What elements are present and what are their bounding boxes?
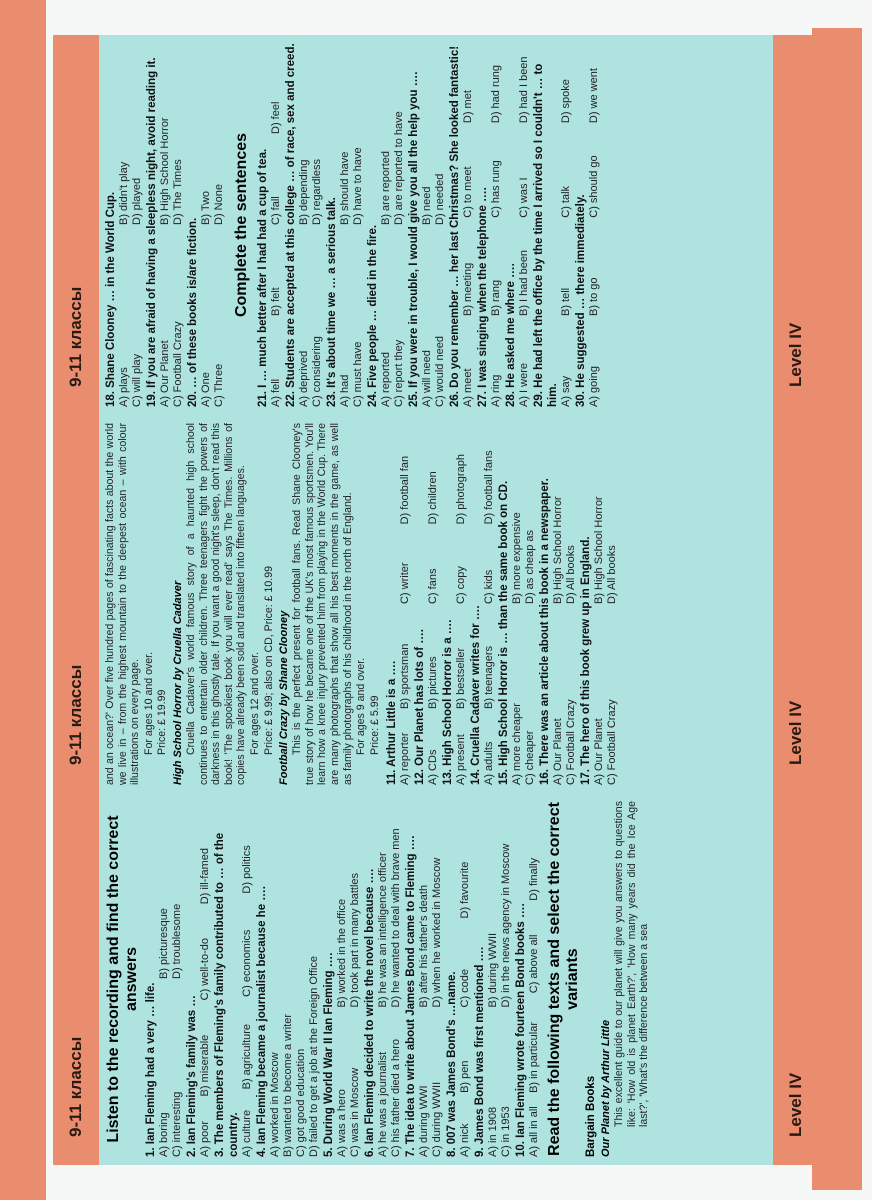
answers-row	[421, 43, 434, 407]
question-11: 11. Arthur Little is a ….	[386, 660, 399, 785]
column-one-footer: Level IV	[773, 793, 819, 1165]
question-15: 15. High School Horror is … than the same book on CD.	[498, 480, 511, 785]
column-two	[53, 415, 819, 793]
answer[interactable]: D) football fan	[399, 455, 412, 525]
question-16: 16. There was an article about this book in a newspaper.	[539, 478, 552, 785]
answers-row	[311, 43, 324, 407]
answers-row	[380, 43, 393, 407]
answers-row	[427, 423, 440, 785]
question-1: 1. Ian Fleming had a very … life.	[145, 982, 157, 1157]
column-one-header: 9-11 классы	[53, 793, 99, 1165]
answer[interactable]: B) to go	[588, 277, 600, 316]
question-2: 2. Ian Fleming's family was …	[186, 995, 198, 1157]
answers-row	[200, 43, 213, 407]
answers-row	[431, 801, 444, 1157]
question-22: 22. Students are accepted at this college … of race, sex and creed.	[285, 43, 297, 407]
answer[interactable]: A) all in all	[528, 1106, 540, 1157]
answers-row	[462, 43, 475, 407]
book-description: and an ocean?' Over five hundred pages of fascinating facts about the world we live in – from the highest mountain to the deepest ocean – with colour illustrations on every page.	[104, 423, 142, 785]
answer[interactable]: A) during WWI	[418, 1085, 430, 1157]
answer[interactable]: D) children	[427, 471, 440, 525]
answers-row	[352, 43, 365, 407]
answer[interactable]: B) bestseller	[455, 647, 468, 709]
question-9: 9. James Bond was first mentioned ….	[474, 946, 486, 1157]
answer[interactable]: C) above all	[528, 934, 540, 994]
answers-row	[199, 801, 212, 1157]
answer[interactable]: D) had I been	[518, 56, 530, 124]
answer[interactable]: C) has rung	[490, 160, 502, 218]
answers-row	[377, 801, 390, 1157]
answer[interactable]: C) during WWII	[431, 1081, 443, 1157]
answers-row	[171, 801, 184, 1157]
answer[interactable]: A) nick	[459, 1123, 471, 1157]
book-description: Cruella Cadaver's world famous story of a haunted high school continues to entertain older children. Three teenagers fight the powers of darkness in this ghostly tale. If you want a good night's sleep, don't read this book! 'The spookiest book you will ever read' says The Times. Millions of copies have already been sold and translated into fifteen languages.	[184, 423, 248, 785]
answer[interactable]: D) had rung	[490, 65, 502, 124]
answers-row	[560, 43, 573, 407]
answers-row	[593, 423, 606, 785]
answer[interactable]: C) will play	[131, 353, 143, 407]
answer[interactable]: B) worked in the office	[336, 898, 348, 1008]
answer[interactable]: C) fans	[427, 568, 440, 605]
book-price: Price: £ 5.99	[368, 695, 381, 755]
answer[interactable]: C) Football Crazy	[606, 699, 619, 785]
answer[interactable]: B) in particular	[528, 1022, 540, 1093]
book-title: Football Crazy by Shane Clooney	[278, 610, 291, 785]
answer[interactable]: C) got good education	[295, 1048, 307, 1157]
answer[interactable]: A) culture	[241, 1109, 253, 1157]
answer[interactable]: D) spoke	[560, 79, 572, 124]
answer[interactable]: B) after his father's death	[418, 884, 430, 1008]
answer[interactable]: C) should go	[588, 155, 600, 218]
question-6: 6. Ian Fleming decided to write the novel because ….	[364, 868, 376, 1157]
answer[interactable]: D) he wanted to deal with brave men	[390, 828, 402, 1008]
answer[interactable]: A) One	[200, 372, 212, 407]
answers-row	[241, 801, 254, 1157]
question-20: 20. … of these books is/are fiction.	[187, 217, 199, 407]
answer[interactable]: B) should have	[339, 151, 351, 225]
answer[interactable]: B) teenagers	[483, 646, 496, 709]
answer[interactable]: D) None	[213, 184, 225, 225]
answer[interactable]: A) CDs	[427, 749, 440, 785]
answers-row	[528, 801, 541, 1157]
answer[interactable]: A) ring	[490, 374, 502, 407]
answer[interactable]: A) reporter	[399, 732, 412, 785]
answer[interactable]: A) worked in Moscow	[269, 1052, 281, 1157]
question-21: 21. I … much better after I had had a cup of tea.	[257, 148, 269, 407]
question-27: 27. I was singing when the telephone ….	[477, 187, 489, 407]
answers-row	[270, 43, 283, 407]
answer[interactable]: B) depending	[298, 159, 310, 225]
answers-row	[500, 801, 513, 1157]
answers-row	[434, 43, 447, 407]
answer[interactable]: A) boring	[158, 1112, 170, 1157]
answer[interactable]: D) The Times	[172, 159, 184, 225]
answer[interactable]: A) Our Planet	[593, 718, 606, 785]
answer[interactable]: B) High School Horror	[593, 496, 606, 604]
answer[interactable]: D) as cheap as	[524, 530, 537, 604]
left-border-strip	[0, 0, 46, 1200]
book-description: This is the perfect present for football fans. Read Shane Clooney's true story of how he became one of the UK's most famous sportsmen. You'll learn how a knee injury prevented him from playing in the World Cup. There are many photographs that show all his best moments in the game, as well as family photographs of his childhood in the north of England.	[291, 423, 354, 785]
answer[interactable]: D) failed to get a job at the Foreign Office	[308, 956, 320, 1157]
answer[interactable]: A) plays	[118, 367, 130, 407]
column-three	[53, 35, 819, 415]
answers-row	[349, 801, 362, 1157]
answer[interactable]: B) meeting	[462, 262, 474, 316]
answer[interactable]: C) Football Crazy	[565, 699, 578, 785]
answer[interactable]: A) meet	[462, 368, 474, 407]
question-10: 10. Ian Fleming wrote fourteen Bond books ….	[515, 903, 527, 1157]
answer[interactable]: C) kids	[483, 569, 496, 605]
column-three-header: 9-11 классы	[53, 35, 99, 415]
answers-row	[118, 43, 131, 407]
answers-row	[399, 423, 412, 785]
question-29: 29. He had left the office by the time I arrived so I couldn't … to him.	[533, 63, 559, 407]
grammar-title: Complete the sentences	[233, 132, 250, 318]
question-12: 12. Our Planet has lots of ….	[414, 629, 427, 785]
answer[interactable]: D) when he worked in Moscow	[431, 857, 443, 1008]
answer[interactable]: D) football fans	[483, 450, 496, 525]
answer[interactable]: A) he was a journalist	[377, 1051, 389, 1157]
question-3: 3. The members of Fleming's family contributed to … of the country.	[214, 832, 240, 1157]
question-17: 17. The hero of this book grew up in England.	[580, 536, 593, 785]
answer[interactable]: B) agriculture	[241, 1023, 253, 1090]
answer[interactable]: B) during WWII	[487, 932, 499, 1008]
answers-row	[518, 43, 531, 407]
book-age: For ages 9 and over.	[355, 657, 368, 755]
column-one	[53, 793, 819, 1165]
answer[interactable]: B) sportsman	[399, 643, 412, 709]
answers-row	[159, 43, 172, 407]
answers-row	[606, 423, 619, 785]
answer[interactable]: A) more cheaper	[511, 703, 524, 785]
answer[interactable]: D) ill-famed	[199, 848, 211, 905]
answer[interactable]: C) would need	[434, 336, 446, 407]
answer[interactable]: C) well-to-do	[199, 938, 211, 1001]
answer[interactable]: A) had	[339, 374, 351, 407]
answers-row	[418, 801, 431, 1157]
answer[interactable]: D) All books	[565, 545, 578, 604]
answer[interactable]: C) his father died a hero	[390, 1038, 402, 1157]
answer[interactable]: C) in 1953	[500, 1106, 512, 1157]
answer[interactable]: D) met	[462, 90, 474, 124]
answer[interactable]: D) needed	[434, 173, 446, 225]
answer[interactable]: B) pictures	[427, 656, 440, 709]
answers-row	[459, 801, 472, 1157]
reading-title: Read the following texts and select the correct variants	[546, 802, 581, 1156]
answer[interactable]: C) considering	[311, 336, 323, 407]
column-two-body	[99, 415, 773, 793]
answer[interactable]: C) was I	[518, 177, 530, 218]
answer[interactable]: C) fall	[270, 196, 282, 225]
answers-row	[490, 43, 503, 407]
answer[interactable]: A) fell	[270, 378, 282, 407]
book-description: This excellent guide to our planet will give you answers to questions like: 'How old is planet Earth?', 'How many years did the Ice Age last?', 'What's the difference between a sea	[613, 801, 651, 1127]
question-19: 19. If you are afraid of having a sleepless night, avoid reading it.	[146, 57, 158, 407]
rotated-sheet	[53, 35, 819, 1165]
answer[interactable]: B) need	[421, 186, 433, 225]
question-23: 23. It's about time we … a serious talk.	[326, 197, 338, 407]
listening-title: Listen to the recording and find the correct answers	[105, 815, 140, 1143]
answers-row	[336, 801, 349, 1157]
answer[interactable]: C) to meet	[462, 166, 474, 218]
answer[interactable]: C) talk	[560, 185, 572, 218]
answer[interactable]: B) picturesque	[158, 908, 170, 979]
answer[interactable]: B) rang	[490, 279, 502, 316]
answer[interactable]: D) regardless	[311, 158, 323, 225]
answer[interactable]: C) report they	[393, 339, 405, 407]
column-three-footer: Level IV	[773, 35, 819, 415]
answer[interactable]: D) finally	[528, 857, 540, 901]
answer[interactable]: B) are reported	[380, 151, 392, 225]
answer[interactable]: B) pen	[459, 1060, 471, 1093]
answer[interactable]: B) I had been	[518, 249, 530, 316]
column-one-body	[99, 793, 773, 1165]
answer[interactable]: D) photograph	[455, 454, 468, 525]
answer[interactable]: B) didn't play	[118, 161, 130, 225]
answer[interactable]: B) more expensive	[511, 512, 524, 604]
right-border-strip	[812, 28, 862, 1190]
answers-row	[339, 43, 352, 407]
answers-row	[393, 43, 406, 407]
book-price: Price: £ 9.99; also on CD, Price: £ 10.99	[262, 565, 275, 755]
question-5: 5. During World War II Ian Fleming ….	[323, 952, 335, 1157]
book-title: Our Planet by Arthur Little	[600, 1019, 612, 1157]
answer[interactable]: D) feel	[270, 101, 282, 134]
answers-row	[511, 423, 524, 785]
answer[interactable]: C) Three	[213, 363, 225, 407]
question-24: 24. Five people … died in the fire.	[367, 224, 379, 407]
answer[interactable]: A) in 1908	[487, 1106, 499, 1157]
answer[interactable]: A) adults	[483, 741, 496, 785]
column-two-header: 9-11 классы	[53, 415, 99, 793]
answer[interactable]: A) poor	[199, 1120, 211, 1157]
answer[interactable]: C) economics	[241, 929, 253, 997]
answer[interactable]: A) reported	[380, 351, 392, 407]
question-30: 30. He suggested … there immediately.	[575, 194, 587, 407]
answer[interactable]: D) are reported to have	[393, 111, 405, 225]
answer[interactable]: B) High School Horror	[552, 496, 565, 604]
answers-row	[158, 801, 171, 1157]
column-two-footer: Level IV	[773, 415, 819, 793]
answer[interactable]: C) cheaper	[524, 730, 537, 785]
column-three-body	[99, 35, 773, 415]
answer[interactable]: D) troublesome	[171, 903, 183, 979]
question-18: 18. Shane Clooney … in the World Cup.	[105, 191, 117, 407]
answer[interactable]: D) we went	[588, 68, 600, 124]
answer[interactable]: B) Two	[200, 190, 212, 225]
answer[interactable]: B) High School Horror	[159, 117, 171, 225]
answers-row	[487, 801, 500, 1157]
book-price: Price: £ 19.99	[156, 689, 169, 755]
answer[interactable]: D) All books	[606, 545, 619, 604]
answer[interactable]: C) must have	[352, 341, 364, 407]
question-26: 26. Do you remember … her last Christmas? She looked fantastic!	[449, 45, 461, 407]
answer[interactable]: D) politics	[241, 845, 253, 894]
answer[interactable]: A) was a hero	[336, 1089, 348, 1157]
answer[interactable]: B) tell	[560, 287, 572, 316]
book-age: For ages 10 and over.	[142, 651, 155, 755]
answer[interactable]: A) going	[588, 366, 600, 407]
answer[interactable]: C) copy	[455, 566, 468, 605]
answer[interactable]: C) Football Crazy	[172, 321, 184, 407]
question-7: 7. The idea to write about James Bond came to Fleming ….	[405, 835, 417, 1157]
answer[interactable]: A) say	[560, 375, 572, 407]
answer[interactable]: D) took part in many battles	[349, 872, 361, 1008]
answer[interactable]: A) I were	[518, 362, 530, 407]
answer[interactable]: A) Our Planet	[159, 340, 171, 407]
answer[interactable]: C) was in Moscow	[349, 1067, 361, 1157]
answer[interactable]: B) wanted to become a writer	[282, 1013, 294, 1157]
question-13: 13. High School Horror is a ….	[442, 619, 455, 785]
book-age: For ages 12 and over.	[248, 651, 261, 755]
answer[interactable]: A) Our Planet	[552, 718, 565, 785]
answers-row	[172, 43, 185, 407]
question-8: 8. 007 was James Bond's …name.	[446, 971, 458, 1157]
answer[interactable]: D) in the news agency in Moscow	[500, 843, 512, 1008]
question-4: 4. Ian Fleming became a journalist because he ….	[256, 886, 268, 1157]
answers-row	[552, 423, 565, 785]
answer[interactable]: B) he was an intelligence officer	[377, 852, 389, 1008]
answer[interactable]: B) miserable	[199, 1034, 211, 1097]
answers-row	[131, 43, 144, 407]
answers-row	[298, 43, 311, 407]
answer[interactable]: D) played	[131, 177, 143, 225]
question-14: 14. Cruella Cadaver writes for ….	[470, 605, 483, 785]
answer[interactable]: A) will need	[421, 350, 433, 407]
answer[interactable]: A) present	[455, 734, 468, 785]
answer[interactable]: C) code	[459, 968, 471, 1008]
answer[interactable]: C) interesting	[171, 1091, 183, 1157]
question-28: 28. He asked me where ….	[505, 263, 517, 407]
answers-row	[390, 801, 403, 1157]
answer[interactable]: A) deprived	[298, 350, 310, 407]
answer[interactable]: D) have to have	[352, 147, 364, 225]
question-25: 25. If you were in trouble, I would give you all the help you ….	[408, 71, 420, 407]
answer[interactable]: D) favourite	[459, 861, 471, 919]
answers-row	[588, 43, 601, 407]
answer[interactable]: B) felt	[270, 287, 282, 316]
answers-row	[213, 43, 226, 407]
book-title: High School Horror by Cruella Cadaver	[171, 580, 184, 785]
answers-row	[565, 423, 578, 785]
answer[interactable]: C) writer	[399, 562, 412, 605]
answers-row	[524, 423, 537, 785]
answers-row	[455, 423, 468, 785]
answers-row	[483, 423, 496, 785]
bargain-books-heading: Bargain Books	[585, 1075, 597, 1157]
